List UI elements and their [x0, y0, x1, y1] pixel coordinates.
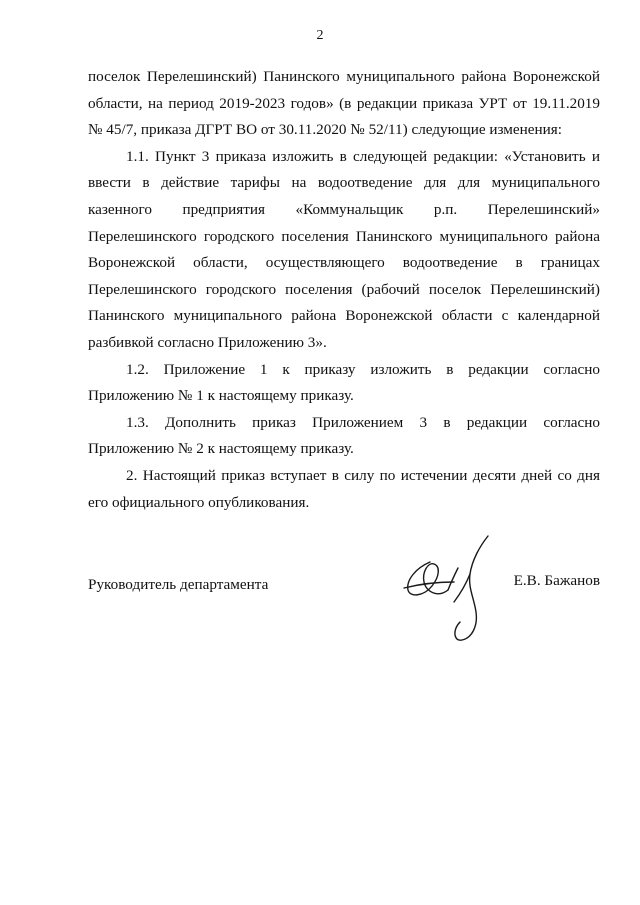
paragraph-item-2: 2. Настоящий приказ вступает в силу по истечении десяти дней со дня его официального опубликования.: [88, 466, 600, 511]
signature-block: [88, 566, 600, 656]
page-number: 2: [316, 28, 324, 43]
signatory-role: Руководитель департамента: [88, 576, 269, 593]
handwritten-signature: [396, 532, 506, 648]
paragraph-continuation: поселок Перелешинский) Панинского муниципального района Воронежской области, на период 2019-2023 годов» (в редакции приказа УРТ от 19.11.2019 № 45/7, приказа ДГРТ ВО от 30.11.2020 № 52/11) следующие изменения:: [88, 68, 600, 139]
paragraph-item-1-3: 1.3. Дополнить приказ Приложением 3 в редакции согласно Приложению № 2 к настоящему приказу.: [88, 413, 600, 458]
document-body: [88, 64, 600, 516]
signatory-name: Е.В. Бажанов: [513, 572, 600, 589]
paragraph-item-1-1: 1.1. Пункт 3 приказа изложить в следующей редакции: «Установить и ввести в действие тарифы на водоотведение для для муниципального казенного предприятия «Коммунальщик р.п. Перелешинский» Перелешинского городского поселения Панинского муниципального района Воронежской области, осуществляющего водоотведение в границах Перелешинского городского поселения (рабочий поселок Перелешинский) Панинского муниципального района Воронежской области с календарной разбивкой согласно Приложению 3».: [88, 147, 600, 351]
paragraph-item-1-2: 1.2. Приложение 1 к приказу изложить в редакции согласно Приложению № 1 к настоящему приказу.: [88, 360, 600, 405]
